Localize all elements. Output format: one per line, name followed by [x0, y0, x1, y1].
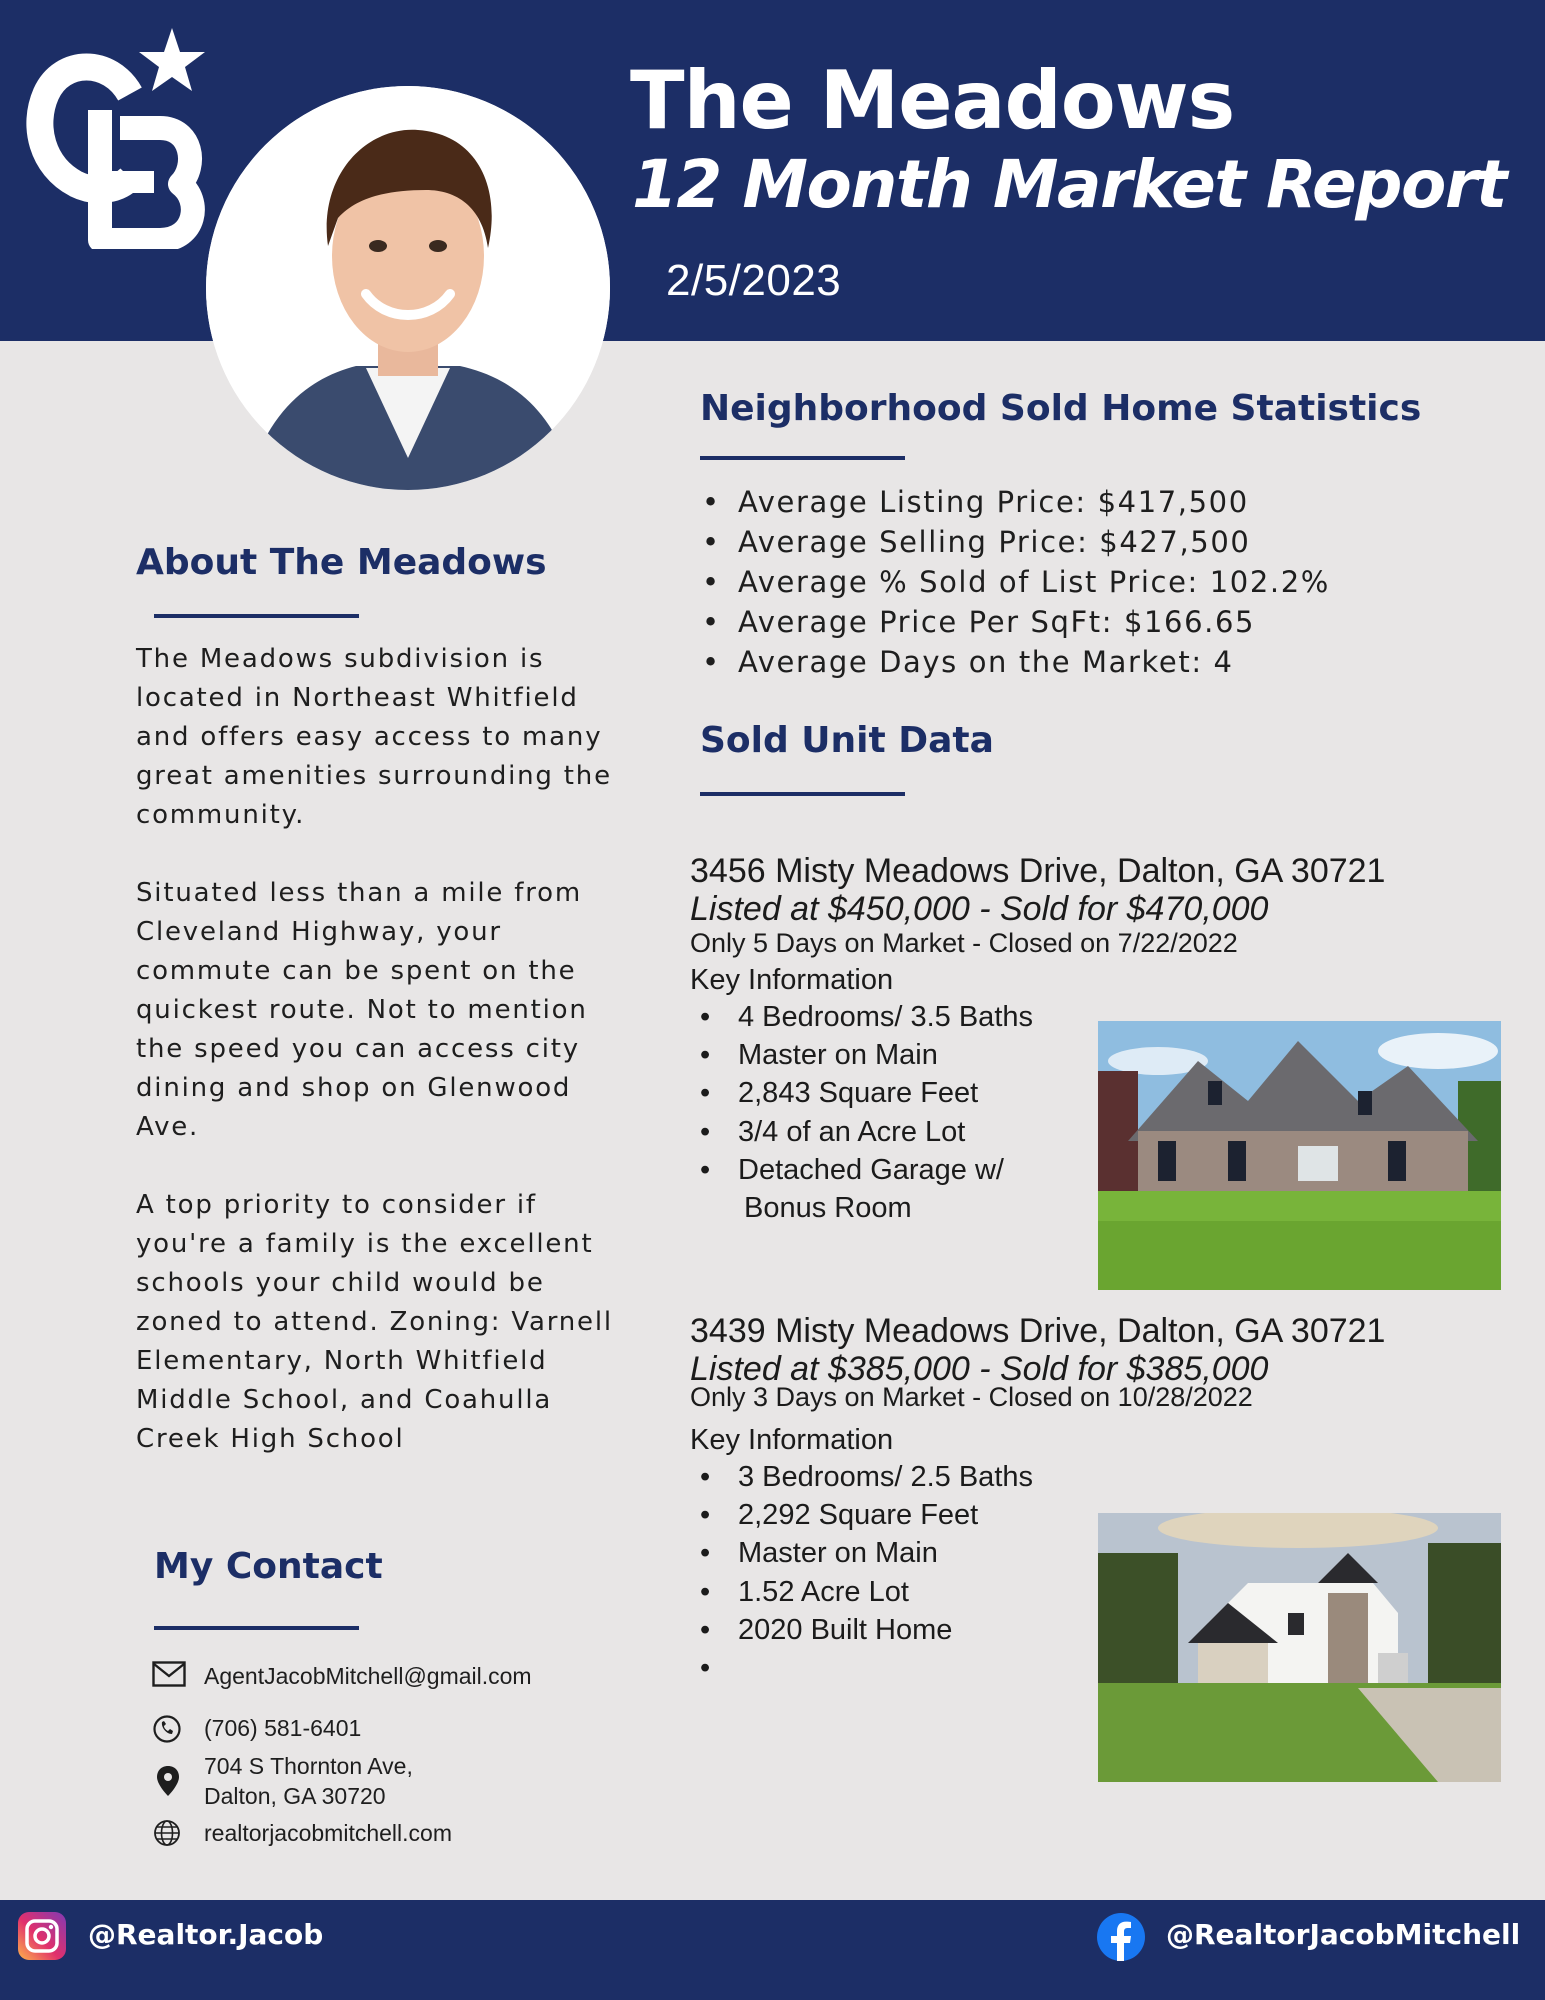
envelope-icon	[152, 1661, 186, 1694]
unit-address: 3456 Misty Meadows Drive, Dalton, GA 30721	[690, 852, 1386, 890]
contact-divider	[154, 1626, 359, 1630]
page-title: The Meadows	[630, 54, 1235, 147]
sold-heading: Sold Unit Data	[700, 720, 994, 761]
stat-item: • Average Selling Price: $427,500	[700, 522, 1330, 562]
feature-item: • 2,292 Square Feet	[690, 1496, 1510, 1534]
feature-item: • 4 Bedrooms/ 3.5 Baths	[690, 998, 1510, 1036]
address-line-1: 704 S Thornton Ave,	[204, 1753, 413, 1779]
globe-icon	[152, 1818, 182, 1855]
phone-icon	[152, 1713, 182, 1750]
about-paragraph: A top priority to consider if you're a family is the excellent schools your child would be zoned to attend. Zoning: Varnell Elementary, North Whitfield Middle School, and Coahulla Creek High School	[136, 1190, 613, 1454]
coldwell-banker-logo	[14, 24, 206, 249]
about-text	[136, 640, 616, 1498]
instagram-icon[interactable]	[18, 1912, 66, 1960]
agent-headshot	[206, 86, 610, 490]
about-paragraph: The Meadows subdivision is located in Northeast Whitfield and offers easy access to many great amenities surrounding the community.	[136, 644, 612, 830]
stat-item: • Average % Sold of List Price: 102.2%	[700, 562, 1330, 602]
email-link[interactable]: AgentJacobMitchell@gmail.com	[204, 1663, 532, 1689]
facebook-handle[interactable]: @RealtorJacobMitchell	[1166, 1918, 1521, 1951]
key-info-label: Key Information	[690, 964, 894, 996]
house-photo-2	[1098, 1513, 1501, 1782]
stats-heading: Neighborhood Sold Home Statistics	[700, 388, 1422, 429]
stats-list	[700, 482, 1330, 682]
about-heading: About The Meadows	[136, 542, 547, 583]
unit-days-on-market: Only 5 Days on Market - Closed on 7/22/2022	[690, 928, 1238, 958]
about-divider	[154, 614, 359, 618]
feature-item-continued: Bonus Room	[744, 1192, 912, 1225]
feature-item: • Master on Main	[690, 1534, 1510, 1572]
feature-item: • 1.52 Acre Lot	[690, 1573, 1510, 1611]
feature-item: • 2,843 Square Feet	[690, 1074, 1510, 1112]
key-info-label: Key Information	[690, 1424, 894, 1456]
feature-item: • 3 Bedrooms/ 2.5 Baths	[690, 1458, 1510, 1496]
contact-heading: My Contact	[154, 1546, 383, 1587]
unit-days-on-market: Only 3 Days on Market - Closed on 10/28/2022	[690, 1382, 1253, 1412]
feature-item: • Detached Garage w/	[690, 1151, 1510, 1189]
report-date: 2/5/2023	[666, 256, 842, 305]
unit-price: Listed at $385,000 - Sold for $385,000	[690, 1350, 1269, 1388]
feature-item: • Master on Main	[690, 1036, 1510, 1074]
stats-divider	[700, 456, 905, 460]
address-line-2: Dalton, GA 30720	[204, 1783, 386, 1809]
report-subtitle: 12 Month Market Report	[632, 146, 1506, 223]
house-photo-1	[1098, 1021, 1501, 1290]
website-link[interactable]: realtorjacobmitchell.com	[204, 1820, 452, 1846]
stat-item: • Average Listing Price: $417,500	[700, 482, 1330, 522]
facebook-icon[interactable]	[1097, 1913, 1145, 1961]
unit-address: 3439 Misty Meadows Drive, Dalton, GA 30721	[690, 1312, 1386, 1350]
instagram-handle[interactable]: @Realtor.Jacob	[88, 1918, 324, 1951]
sold-divider	[700, 792, 905, 796]
about-paragraph: Situated less than a mile from Cleveland Highway, your commute can be spent on the quickest route. Not to mention the speed you can access city dining and shop on Glenwood Ave.	[136, 878, 588, 1142]
feature-item: • 3/4 of an Acre Lot	[690, 1113, 1510, 1151]
phone-link[interactable]: (706) 581-6401	[204, 1715, 362, 1741]
stat-item: • Average Days on the Market: 4	[700, 642, 1330, 682]
unit-price: Listed at $450,000 - Sold for $470,000	[690, 890, 1269, 928]
feature-item: • 2020 Built Home	[690, 1611, 1510, 1649]
map-pin-icon	[156, 1765, 180, 1804]
stat-item: • Average Price Per SqFt: $166.65	[700, 602, 1330, 642]
